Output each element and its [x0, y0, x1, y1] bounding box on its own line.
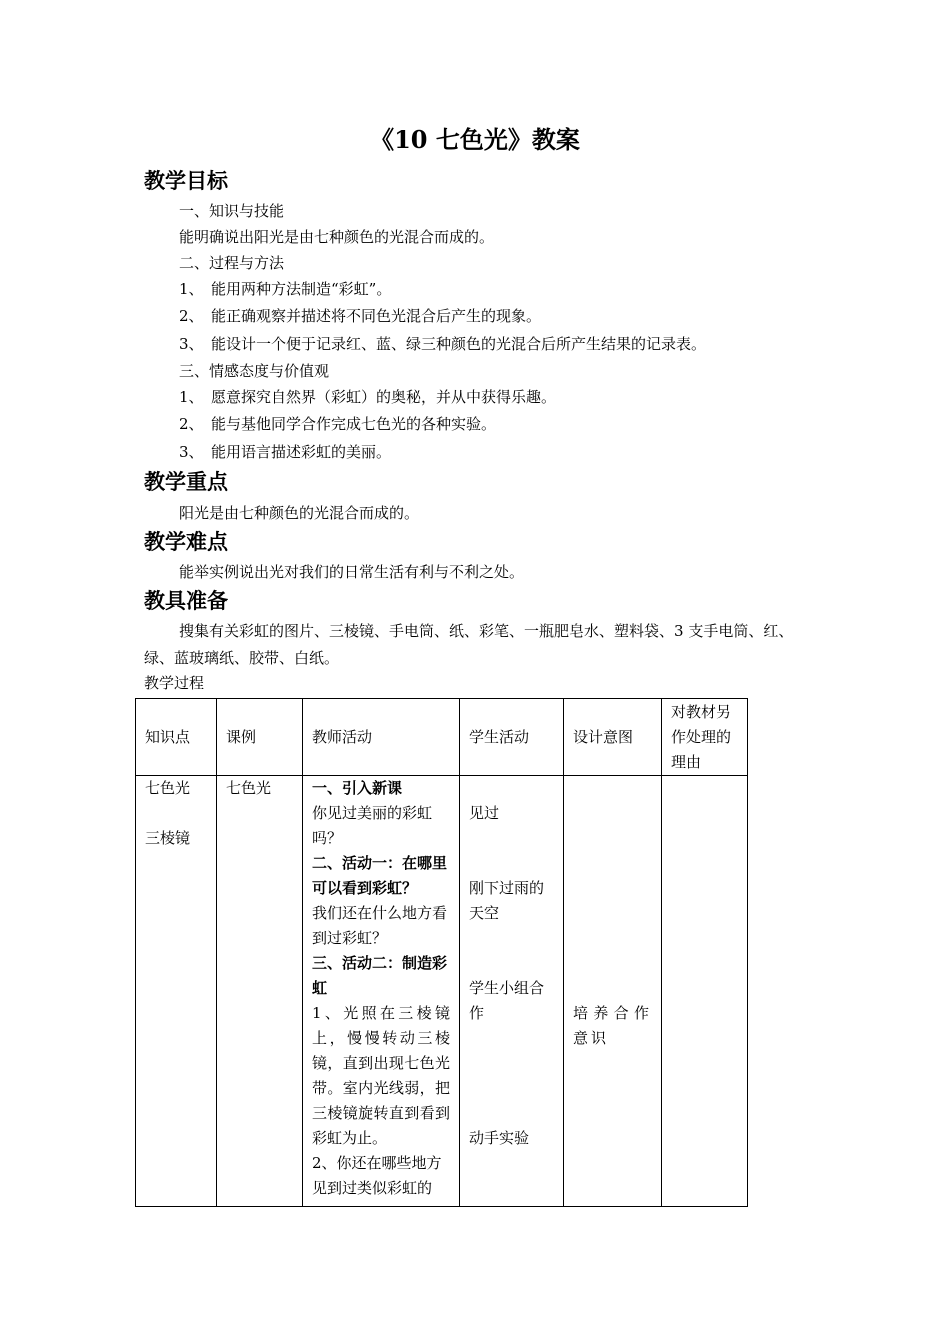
student-text: 学生小组合作 [469, 979, 545, 1022]
item-text: 能正确观察并描述将不同色光混合后产生的现象。 [211, 307, 542, 325]
item-text: 能设计一个便于记录红、蓝、绿三种颜色的光混合后所产生结果的记录表。 [211, 335, 707, 353]
cell-reason [662, 776, 748, 1207]
teacher-step-title: 三、活动二：制造彩虹 [312, 954, 448, 997]
goals-knowledge-text: 能明确说出阳光是由七种颜色的光混合而成的。 [179, 228, 495, 246]
intent-text: 培养合作意识 [573, 1004, 652, 1047]
goals-process-item [179, 305, 541, 327]
item-text: 愿意探究自然界（彩虹）的奥秘，并从中获得乐趣。 [211, 388, 557, 406]
header-cell-teacher: 教师活动 [303, 699, 460, 776]
key-point-text: 阳光是由七种颜色的光混合而成的。 [179, 504, 420, 522]
goals-attitude-item [179, 441, 391, 463]
item-number: 3、 [179, 335, 204, 353]
materials-line-2: 绿、蓝玻璃纸、胶带、白纸。 [144, 649, 340, 667]
teacher-step-text: 你见过美丽的彩虹吗？ [312, 804, 433, 847]
cell-knowledge [136, 776, 217, 1207]
goals-knowledge-heading: 一、知识与技能 [179, 202, 285, 220]
header-cell-intent: 设计意图 [564, 699, 662, 776]
section-heading-goals: 教学目标 [144, 169, 228, 193]
teacher-step-title: 二、活动一：在哪里可以看到彩虹？ [312, 854, 448, 897]
teaching-process-table [135, 698, 748, 1207]
knowledge-item: 七色光 [145, 779, 191, 797]
item-number: 1、 [179, 280, 204, 298]
header-cell-lesson: 课例 [217, 699, 303, 776]
teacher-step-text: 我们还在什么地方看到过彩虹？ [312, 904, 448, 947]
item-text: 能用两种方法制造“彩虹”。 [211, 280, 392, 298]
spacer [469, 776, 554, 801]
spacer [145, 801, 207, 826]
goals-attitude-heading: 三、情感态度与价值观 [179, 362, 330, 380]
cell-teacher [303, 776, 460, 1207]
spacer [469, 926, 554, 976]
cell-intent [564, 776, 662, 1207]
teacher-step-text: 1、光照在三棱镜上，慢慢转动三棱镜，直到出现七色光带。室内光线弱，把三棱镜旋转直到看到彩虹为止。 [312, 1004, 450, 1147]
process-label: 教学过程 [144, 674, 205, 692]
cell-student [460, 776, 564, 1207]
item-number: 1、 [179, 388, 204, 406]
lesson-text: 七色光 [226, 779, 272, 797]
spacer [573, 776, 652, 1001]
goals-process-heading: 二、过程与方法 [179, 254, 285, 272]
student-text: 刚下过雨的天空 [469, 879, 545, 922]
item-number: 2、 [179, 307, 204, 325]
spacer [469, 826, 554, 876]
header-cell-reason: 对教材另作处理的理由 [662, 699, 748, 776]
header-cell-knowledge: 知识点 [136, 699, 217, 776]
goals-process-item [179, 278, 391, 300]
spacer [469, 1026, 554, 1126]
section-heading-materials: 教具准备 [144, 589, 228, 613]
document-title: 《10 七色光》教案 [370, 125, 580, 154]
teacher-step-text: 2、你还在哪些地方见到过类似彩虹的 [312, 1154, 442, 1197]
goals-attitude-item [179, 386, 556, 408]
materials-line-1: 搜集有关彩虹的图片、三棱镜、手电筒、纸、彩笔、一瓶肥皂水、塑料袋、3 支手电筒、红、 [179, 622, 794, 640]
section-heading-difficulty: 教学难点 [144, 530, 228, 554]
goals-process-item [179, 333, 706, 355]
teacher-step-title: 一、引入新课 [312, 779, 403, 797]
student-text: 动手实验 [469, 1129, 530, 1147]
knowledge-item: 三棱镜 [145, 829, 191, 847]
item-text: 能用语言描述彩虹的美丽。 [211, 443, 392, 461]
difficulty-text: 能举实例说出光对我们的日常生活有利与不利之处。 [179, 563, 525, 581]
goals-attitude-item [179, 413, 496, 435]
header-cell-student: 学生活动 [460, 699, 564, 776]
table-row [136, 776, 748, 1207]
item-number: 2、 [179, 415, 204, 433]
cell-lesson [217, 776, 303, 1207]
item-number: 3、 [179, 443, 204, 461]
table-header-row [136, 699, 748, 776]
item-text: 能与基他同学合作完成七色光的各种实验。 [211, 415, 497, 433]
section-heading-key-point: 教学重点 [144, 470, 228, 494]
student-text: 见过 [469, 804, 500, 822]
